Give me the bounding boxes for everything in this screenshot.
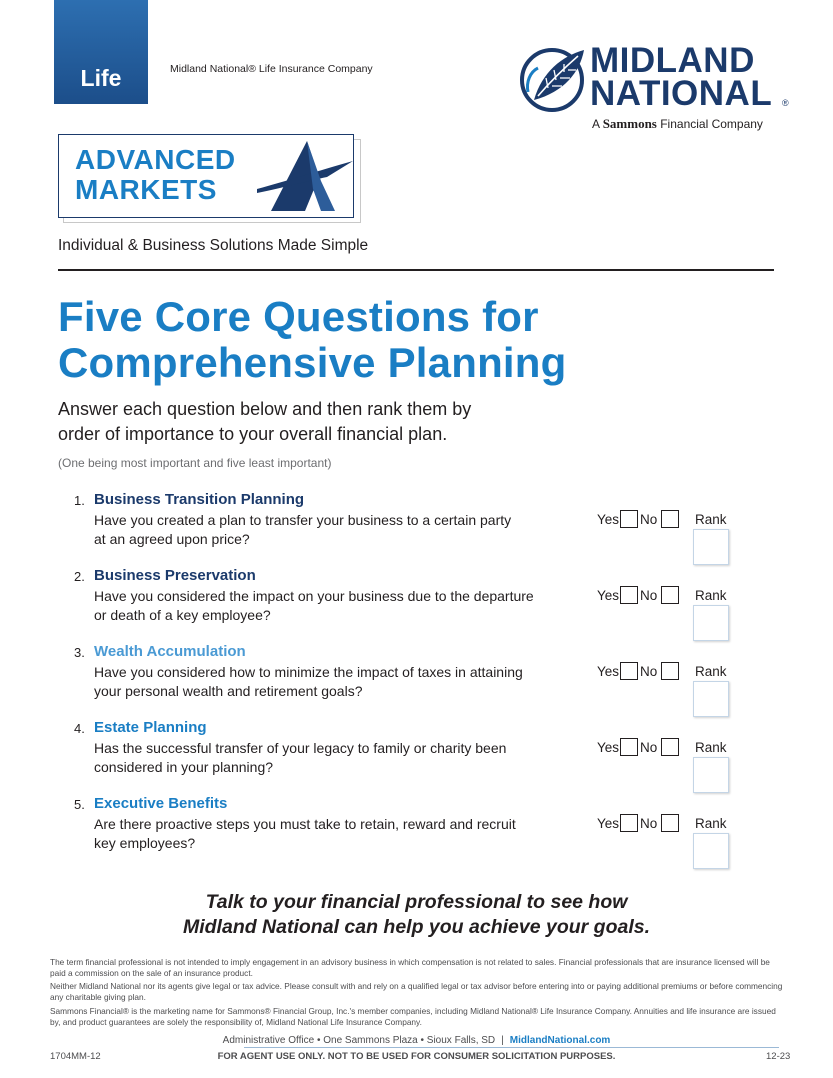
question-3 bbox=[58, 643, 778, 719]
disclaimer-3: Sammons Financial® is the marketing name for Sammons® Financial Group, Inc.'s member companies, including Midland National® Life Insurance Company. Annuities and life insurance are issued by, and product guarantees are solely the responsibility of, Midland National Life Insurance Company. bbox=[50, 1006, 776, 1027]
question-title: Estate Planning bbox=[94, 719, 207, 736]
company-name: Midland National® Life Insurance Company bbox=[170, 63, 373, 75]
advanced-markets-line1: ADVANCED bbox=[75, 144, 236, 175]
question-text-line2: at an agreed upon price? bbox=[94, 531, 250, 547]
yes-label: Yes bbox=[597, 816, 620, 831]
leaf-emblem-icon bbox=[518, 42, 590, 114]
form-code: 1704MM-12 bbox=[50, 1051, 101, 1062]
question-4 bbox=[58, 719, 778, 795]
question-number: 5. bbox=[74, 797, 85, 812]
header-divider bbox=[58, 269, 774, 271]
question-text-line2: your personal wealth and retirement goals? bbox=[94, 683, 363, 699]
yes-checkbox[interactable] bbox=[620, 586, 638, 604]
question-5 bbox=[58, 795, 778, 871]
question-text-line1: Have you considered how to minimize the impact of taxes in attaining bbox=[94, 664, 523, 680]
rank-input[interactable] bbox=[693, 605, 729, 641]
rank-input[interactable] bbox=[693, 529, 729, 565]
rank-input[interactable] bbox=[693, 833, 729, 869]
tagline: Individual & Business Solutions Made Simple bbox=[58, 237, 369, 254]
rank-label: Rank bbox=[695, 512, 727, 527]
question-text-line1: Have you created a plan to transfer your business to a certain party bbox=[94, 512, 512, 528]
logo-sub-suffix: Financial Company bbox=[660, 117, 763, 131]
yes-label: Yes bbox=[597, 588, 620, 603]
logo-sub-prefix: A bbox=[592, 117, 600, 131]
title-line-2: Comprehensive Planning bbox=[58, 339, 567, 386]
question-text-line2: considered in your planning? bbox=[94, 759, 274, 775]
question-number: 4. bbox=[74, 721, 85, 736]
ranking-note: (One being most important and five least important) bbox=[58, 456, 332, 470]
yes-label: Yes bbox=[597, 664, 620, 679]
intro-text bbox=[58, 397, 578, 447]
question-text-line1: Are there proactive steps you must take to retain, reward and recruit bbox=[94, 816, 516, 832]
yes-checkbox[interactable] bbox=[620, 662, 638, 680]
midland-national-logo bbox=[518, 40, 798, 135]
registered-mark: ® bbox=[782, 98, 789, 108]
logo-word-midland: MIDLAND bbox=[590, 41, 755, 80]
advanced-markets-line2: MARKETS bbox=[75, 174, 217, 205]
no-label: No bbox=[640, 664, 658, 679]
yes-label: Yes bbox=[597, 740, 620, 755]
rank-label: Rank bbox=[695, 664, 727, 679]
question-title: Executive Benefits bbox=[94, 795, 228, 812]
life-tab-label: Life bbox=[80, 65, 122, 91]
no-label: No bbox=[640, 588, 658, 603]
question-title: Business Preservation bbox=[94, 567, 256, 584]
rank-label: Rank bbox=[695, 588, 727, 603]
yes-label: Yes bbox=[597, 512, 620, 527]
intro-line-2: order of importance to your overall financial plan. bbox=[58, 424, 448, 444]
question-2 bbox=[58, 567, 778, 643]
no-label: No bbox=[640, 816, 658, 831]
rank-label: Rank bbox=[695, 816, 727, 831]
yes-checkbox[interactable] bbox=[620, 814, 638, 832]
question-number: 2. bbox=[74, 569, 85, 584]
address-text: Administrative Office • One Sammons Plaza • Sioux Falls, SD bbox=[222, 1035, 496, 1046]
title-line-1: Five Core Questions for bbox=[58, 293, 539, 340]
question-text-line2: or death of a key employee? bbox=[94, 607, 271, 623]
no-label: No bbox=[640, 740, 658, 755]
rank-input[interactable] bbox=[693, 681, 729, 717]
question-title: Business Transition Planning bbox=[94, 491, 305, 508]
rank-label: Rank bbox=[695, 740, 727, 755]
disclaimer-1: The term financial professional is not intended to imply engagement in an advisory business in which compensation is not related to sales. Financial professionals that are insurance licensed will be paid a commission on the sale of an insurance product. bbox=[50, 957, 770, 978]
website-link[interactable]: MidlandNational.com bbox=[509, 1035, 611, 1046]
question-text bbox=[94, 739, 564, 777]
address-line bbox=[0, 1035, 833, 1046]
question-text bbox=[94, 663, 564, 701]
life-tab bbox=[54, 0, 148, 104]
question-1 bbox=[58, 491, 778, 567]
question-text-line1: Has the successful transfer of your legacy to family or charity been bbox=[94, 740, 507, 756]
question-number: 1. bbox=[74, 493, 85, 508]
question-text-line2: key employees? bbox=[94, 835, 196, 851]
question-number: 3. bbox=[74, 645, 85, 660]
question-title: Wealth Accumulation bbox=[94, 643, 246, 660]
rank-input[interactable] bbox=[693, 757, 729, 793]
agent-notice: FOR AGENT USE ONLY. NOT TO BE USED FOR CONSUMER SOLICITATION PURPOSES. bbox=[217, 1051, 616, 1062]
form-date: 12-23 bbox=[766, 1051, 791, 1062]
cta-line-2: Midland National can help you achieve your goals. bbox=[182, 916, 651, 938]
advanced-markets-logo bbox=[58, 134, 354, 218]
footer-divider bbox=[244, 1047, 779, 1048]
no-checkbox[interactable] bbox=[661, 510, 679, 528]
no-label: No bbox=[640, 512, 658, 527]
question-text bbox=[94, 511, 564, 549]
logo-subtitle bbox=[592, 116, 763, 132]
no-checkbox[interactable] bbox=[661, 662, 679, 680]
no-checkbox[interactable] bbox=[661, 814, 679, 832]
yes-checkbox[interactable] bbox=[620, 738, 638, 756]
logo-sub-brand: Sammons bbox=[602, 116, 657, 131]
page-title bbox=[58, 294, 567, 386]
logo-word-national: NATIONAL bbox=[590, 74, 773, 113]
cta-line-1: Talk to your financial professional to see how bbox=[205, 891, 628, 913]
address-separator: | bbox=[501, 1035, 504, 1046]
question-text bbox=[94, 815, 564, 853]
arrow-a-icon bbox=[257, 137, 353, 215]
yes-checkbox[interactable] bbox=[620, 510, 638, 528]
no-checkbox[interactable] bbox=[661, 738, 679, 756]
no-checkbox[interactable] bbox=[661, 586, 679, 604]
disclaimer-2: Neither Midland National nor its agents give legal or tax advice. Please consult with and rely on a qualified legal or tax advisor before entering into or paying additional premiums or before commencing any charitable giving plan. bbox=[50, 981, 783, 1002]
call-to-action bbox=[0, 890, 833, 940]
intro-line-1: Answer each question below and then rank them by bbox=[58, 399, 472, 419]
question-text-line1: Have you considered the impact on your business due to the departure bbox=[94, 588, 534, 604]
question-text bbox=[94, 587, 564, 625]
